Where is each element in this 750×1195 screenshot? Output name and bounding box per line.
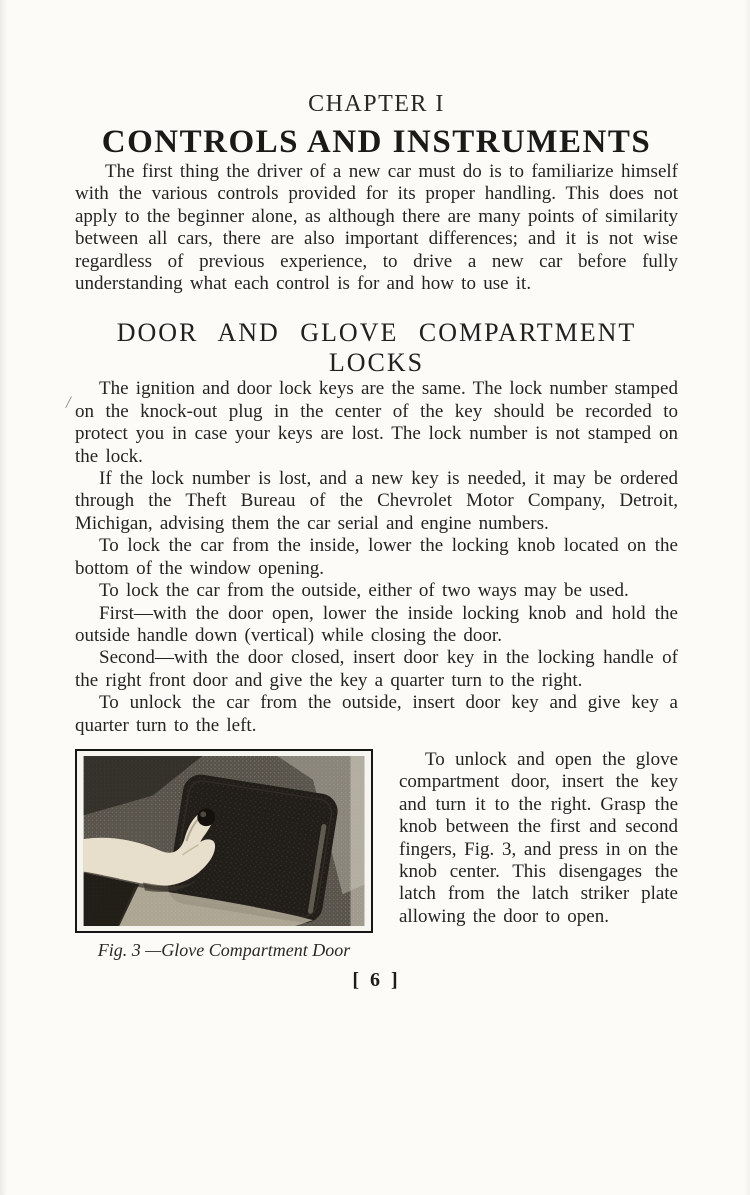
figure-caption: Fig. 3 —Glove Compartment Door xyxy=(97,939,351,960)
paragraph-lost-key: If the lock number is lost, and a new key is needed, it may be ordered through the Theft Bureau of the Chevrolet Motor Company, Detroit, Michigan, advising them the car serial and engine numbers. xyxy=(75,468,678,534)
intro-paragraph: The first thing the driver of a new car must do is to familiarize himself with the various controls provided for its proper handling. This does not apply to the beginner alone, as although there are many points of similarity between all cars, there are also important differences; and it is not wise regardless of previous experience, to drive a new car before fully understanding what each control is for and how to use it. xyxy=(75,161,678,295)
figure-and-text-row xyxy=(75,749,678,961)
paragraph-first-method: First—with the door open, lower the inside locking knob and hold the outside handle down (vertical) while closing the door. xyxy=(75,602,678,646)
paragraph-glove-compartment: To unlock and open the glove compartment door, insert the key and turn it to the right. Grasp the knob between the first and second fingers, Fig. 3, and press in on the knob center. This disengages the latch from the latch striker plate allowing the door to open. xyxy=(399,748,678,927)
paragraph-second-method: Second—with the door closed, insert door key in the locking handle of the right front door and give the key a quarter turn to the right. xyxy=(75,647,678,691)
page-title: CONTROLS AND INSTRUMENTS xyxy=(101,124,652,160)
figure-photo-frame xyxy=(75,749,373,933)
figure-3-block xyxy=(75,749,373,961)
section-heading: DOOR AND GLOVE COMPARTMENT LOCKS xyxy=(116,318,637,378)
paragraph-lock-keys: The ignition and door lock keys are the same. The lock number stamped on the knock-out plug in the center of the key should be recorded to protect you in case your keys are lost. The lock number is not stamped on the lock. xyxy=(75,378,678,467)
paragraph-unlock-outside: To unlock the car from the outside, insert door key and give key a quarter turn to the left. xyxy=(75,692,678,736)
glove-compartment-photo xyxy=(82,756,366,926)
paragraph-lock-inside: To lock the car from the inside, lower the locking knob located on the bottom of the window opening. xyxy=(75,535,678,579)
door-knob xyxy=(197,808,215,826)
page-number: [ 6 ] xyxy=(352,968,401,991)
chapter-heading: CHAPTER I xyxy=(308,91,445,117)
scan-artifact-slash: / xyxy=(64,391,73,413)
paragraph-lock-outside: To lock the car from the outside, either of two ways may be used. xyxy=(99,580,629,602)
